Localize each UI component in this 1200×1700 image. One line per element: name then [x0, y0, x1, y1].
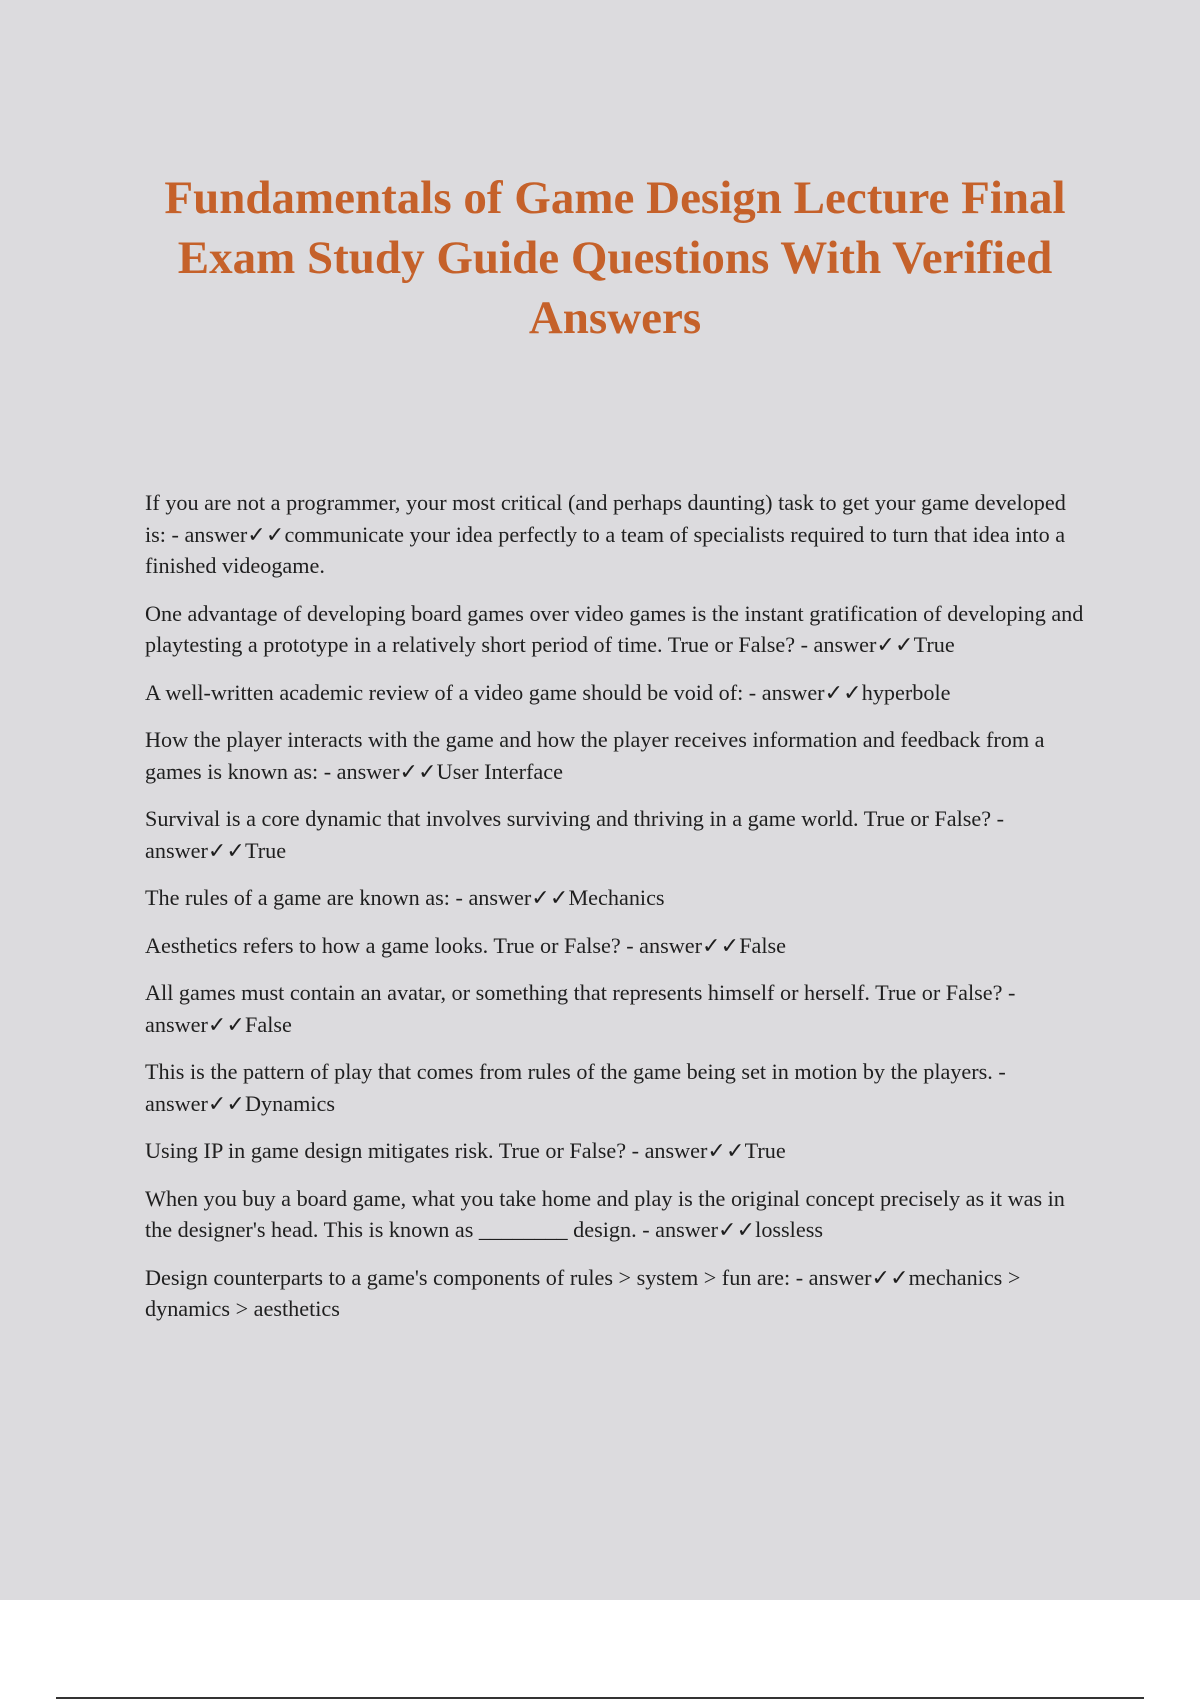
qa-item-11: When you buy a board game, what you take home and play is the original concept precisely as it was in the designer's head. This is known as ________ design. - answer✓✓lossless	[145, 1185, 1065, 1242]
qa-item-2: One advantage of developing board games over video games is the instant gratification of developing and playtesting a prototype in a relatively short period of time. True or False? - answer✓✓True	[145, 600, 1084, 657]
qa-item-4: How the player interacts with the game and how the player receives information and feedback from a games is known as: - answer✓✓User Interface	[145, 727, 1045, 784]
qa-item-3: A well-written academic review of a video game should be void of: - answer✓✓hyperbole	[145, 679, 951, 705]
question-answer-list	[145, 487, 1090, 1341]
qa-item-6: The rules of a game are known as: - answer✓✓Mechanics	[145, 885, 665, 910]
qa-item-8: All games must contain an avatar, or something that represents himself or herself. True or False? - answer✓✓False	[145, 980, 1016, 1037]
qa-item-10: Using IP in game design mitigates risk. True or False? - answer✓✓True	[145, 1138, 786, 1163]
footer-divider	[56, 1697, 1144, 1699]
qa-item-12: Design counterparts to a game's components of rules > system > fun are: - answer✓✓mechanics > dynamics > aesthetics	[145, 1264, 1021, 1321]
qa-item-1: If you are not a programmer, your most critical (and perhaps daunting) task to get your game developed is: - answer✓✓communicate your idea perfectly to a team of specialists required to turn that idea into a finished videogame.	[145, 490, 1066, 578]
document-title: Fundamentals of Game Design Lecture Final Exam Study Guide Questions With Verified Answers	[164, 172, 1066, 344]
qa-item-5: Survival is a core dynamic that involves surviving and thriving in a game world. True or False? - answer✓✓True	[145, 806, 1004, 863]
qa-item-9: This is the pattern of play that comes from rules of the game being set in motion by the players. - answer✓✓Dynamics	[145, 1059, 1006, 1116]
qa-item-7: Aesthetics refers to how a game looks. True or False? - answer✓✓False	[145, 932, 787, 958]
